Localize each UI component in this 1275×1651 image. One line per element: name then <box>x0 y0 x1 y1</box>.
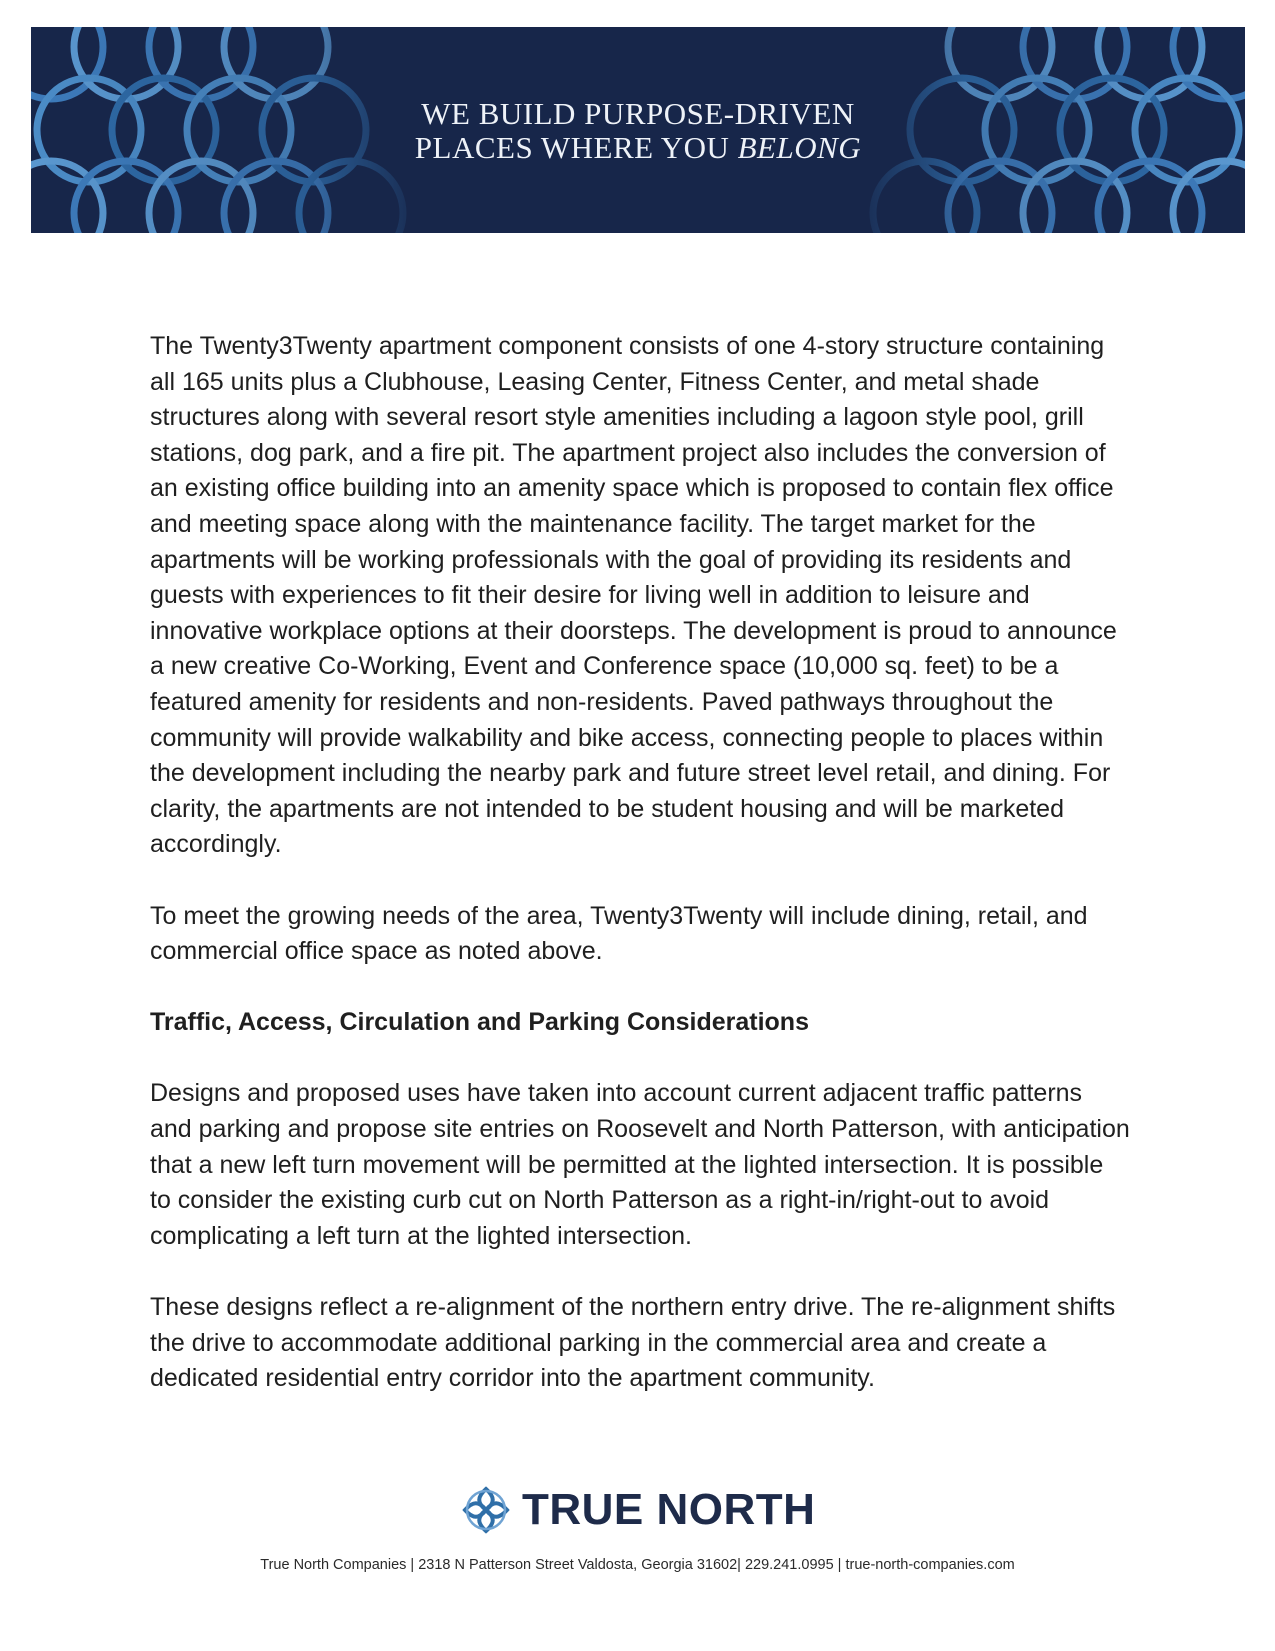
header-banner <box>31 27 1245 233</box>
banner-line-2 <box>31 131 1245 165</box>
logo-wordmark: TRUE NORTH <box>522 1485 816 1534</box>
true-north-logo <box>462 1482 815 1538</box>
body-paragraph-3: Designs and proposed uses have taken into account current adjacent traffic patterns and parking and propose site entries on Roosevelt and North Patterson, with anticipation that a new left turn movement will be permitted at the lighted intersection. It is possible to consider the existing curb cut on North Patterson as a right-in/right-out to avoid complicating a left turn at the lighted intersection. <box>150 1079 1130 1250</box>
body-paragraph-1: The Twenty3Twenty apartment component consists of one 4-story structure containing all 165 units plus a Clubhouse, Leasing Center, Fitness Center, and metal shade structures along with several resort style amenities including a lagoon style pool, grill stations, dog park, and a fire pit. The apartment project also includes the conversion of an existing office building into an amenity space which is proposed to contain flex office and meeting space along with the maintenance facility. The target market for the apartments will be working professionals with the goal of providing its residents and guests with experiences to fit their desire for living well in addition to leisure and innovative workplace options at their doorsteps. The development is proud to announce a new creative Co-Working, Event and Conference space (10,000 sq. feet) to be a featured amenity for residents and non-residents. Paved pathways throughout the community will provide walkability and bike access, connecting people to places within the development including the nearby park and future street level retail, and dining. For clarity, the apartments are not intended to be student housing and will be marketed accordingly. <box>150 332 1117 859</box>
banner-line-1: WE BUILD PURPOSE-DRIVEN <box>421 96 855 131</box>
body-paragraph-2: To meet the growing needs of the area, Twenty3Twenty will include dining, retail, and commercial office space as noted above. <box>150 901 1088 966</box>
section-heading: Traffic, Access, Circulation and Parking Considerations <box>150 1008 809 1037</box>
banner-line-2-emphasis: BELONG <box>737 130 862 165</box>
document-body <box>150 329 1130 1432</box>
banner-tagline <box>31 97 1245 165</box>
banner-line-2-prefix: PLACES WHERE YOU <box>414 130 738 165</box>
footer-contact-line: True North Companies | 2318 N Patterson Street Valdosta, Georgia 31602| 229.241.0995 | true-north-companies.com <box>260 1557 1015 1573</box>
body-paragraph-4: These designs reflect a re-alignment of the northern entry drive. The re-alignment shifts the drive to accommodate additional parking in the commercial area and create a dedicated residential entry corridor into the apartment community. <box>150 1293 1116 1393</box>
compass-star-icon <box>462 1486 510 1534</box>
